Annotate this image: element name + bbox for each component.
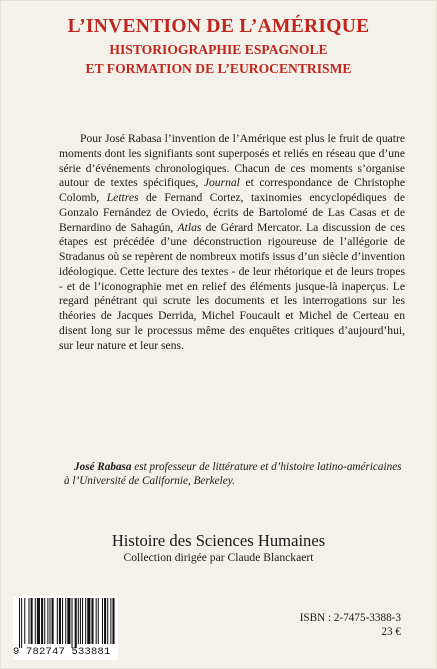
barcode-bar: [24, 598, 25, 644]
blurb-text-1: Pour José Rabasa l’invention de l’Amérique est plus le fruit de quatre moments dont les signifiants sont superposés et reliés en réseau que d’une série d’événements chronologiques. Chacun de ces moments s’organise autour de textes spécifiques,: [59, 132, 405, 190]
blurb-journal: Journal: [203, 176, 240, 190]
barcode-bar: [82, 598, 83, 644]
barcode-bar: [41, 598, 43, 644]
barcode-bar: [65, 598, 66, 644]
series-director: Collection dirigée par Claude Blanckaert: [123, 551, 314, 564]
blurb-lettres: Lettres: [106, 191, 139, 204]
barcode-bar: [52, 598, 54, 644]
blurb-text-2: et correspondance de Christophe Colomb,: [59, 176, 405, 204]
book-title: L’INVENTION DE L’AMÉRIQUE: [67, 16, 370, 37]
barcode-bar: [47, 598, 48, 644]
barcode-bar: [21, 598, 22, 648]
barcode-bar: [75, 598, 77, 648]
barcode-bar: [19, 598, 20, 648]
barcode-bar: [57, 598, 58, 644]
barcode-bars: [13, 596, 118, 648]
barcode-bar: [28, 598, 29, 644]
author-bio: [64, 460, 409, 488]
book-subtitle-line-2: ET FORMATION DE L’EUROCENTRISME: [85, 61, 352, 76]
book-subtitle-line-1: HISTORIOGRAPHIE ESPAGNOLE: [109, 42, 328, 57]
price: 23 €: [381, 626, 401, 638]
barcode-bar: [102, 598, 103, 644]
barcode-bar: [62, 598, 63, 644]
blurb-atlas: Atlas: [177, 220, 202, 234]
barcode: [13, 596, 118, 660]
barcode-bar: [98, 598, 99, 644]
barcode-bar: [59, 598, 61, 644]
barcode-bar: [78, 598, 79, 644]
barcode-bar: [110, 598, 111, 644]
barcode-bar: [44, 598, 45, 644]
author-name: José Rabasa: [74, 461, 132, 473]
barcode-bar: [35, 598, 36, 644]
isbn: ISBN : 2-7475-3388-3: [299, 612, 401, 624]
blurb-text-3: de Fernand Cortez, taxinomies encyclopédiques de Gonzalo Fernández de Oviedo, écrits de Bartolomé de Las Casas et de Bernardino de Sahagún,: [59, 191, 405, 234]
blurb-text-4: de Gérard Mercator. La discussion de ces étapes est précédée d’une déconstruction rigoureuse de l’allégorie de Stradanus où se repèrent de nombreux motifs issus d’un siècle d’invention idéologique. Cette lecture des textes - de leur rhétorique et de leurs tropes - et de l’iconographie met en relief des éléments jusque-là inaperçus. Le regard pénétrant qui scrute les documents et les interrogations sur les théories de Jacques Derrida, Michel Foucault et Michel de Certeau en disent long sur le processus même des enquêtes critiques d’aujourd’hui, sur leur nature et leur sens.: [59, 220, 405, 352]
barcode-bar: [67, 598, 70, 644]
barcode-bar: [104, 598, 106, 644]
barcode-bar: [96, 598, 97, 644]
barcode-bar: [31, 598, 33, 644]
blurb-paragraph: [59, 132, 405, 353]
barcode-digits: 9 782747 533881: [13, 646, 111, 658]
barcode-bar: [37, 598, 40, 644]
barcode-bar: [72, 598, 73, 648]
barcode-bar: [91, 598, 93, 644]
author-bio-text: est professeur de littérature et d’histoire latino-américaines à l’Université de Californie, Berkeley.: [64, 461, 402, 487]
barcode-bar: [112, 598, 114, 644]
barcode-bar: [80, 598, 81, 644]
series-title: Histoire des Sciences Humaines: [111, 531, 326, 550]
barcode-bar: [107, 598, 108, 644]
barcode-bar: [85, 598, 86, 644]
barcode-bar: [49, 598, 50, 644]
barcode-bar: [87, 598, 90, 644]
